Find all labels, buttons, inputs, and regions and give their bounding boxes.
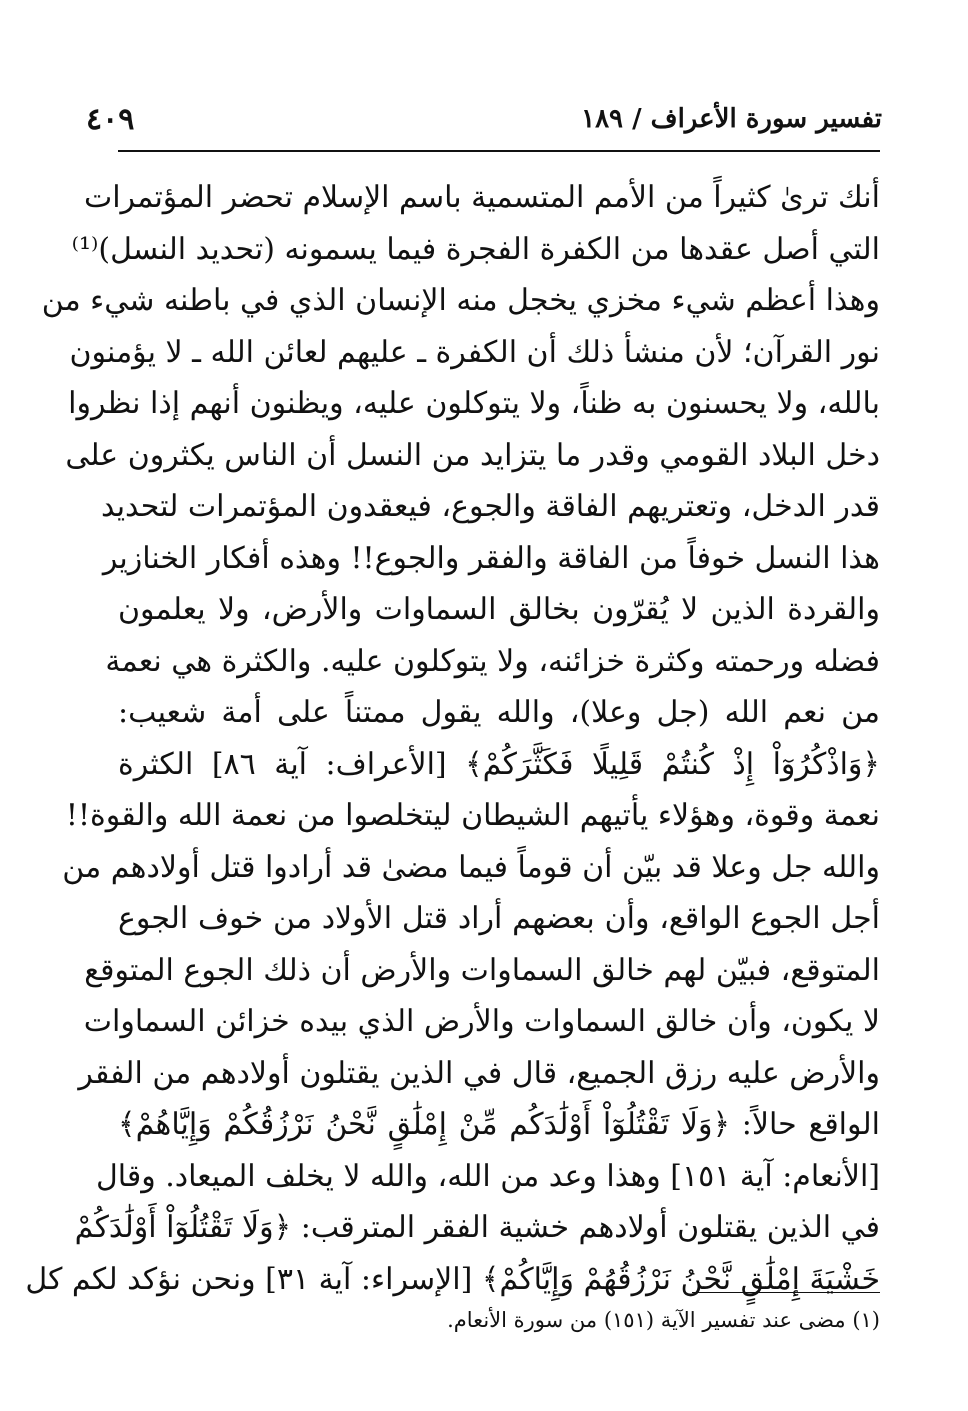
- text-line: أجل الجوع الواقع، وأن بعضهم أراد قتل الأولاد من خوف الجوع: [118, 901, 880, 936]
- text-line: والله جل وعلا قد بيّن أن قوماً فيما مضىٰ قد أرادوا قتل أولادهم من: [62, 849, 880, 885]
- page-number: ٤٠٩: [86, 102, 135, 137]
- text-line: التي أصل عقدها من الكفرة الفجرة فيما يسمونه (تحديد النسل)⁽¹⁾: [71, 231, 880, 267]
- text-line: بالله، ولا يحسنون به ظناً، ولا يتوكلون عليه، ويظنون أنهم إذا نظروا: [68, 386, 880, 421]
- text-line: في الذين يقتلون أولادهم خشية الفقر المترقب: ﴿وَلَا تَقْتُلُوٓاْ أَوْلَٰدَكُمْ: [74, 1210, 880, 1245]
- text-line: دخل البلاد القومي وقدر ما يتزايد من النسل أن الناس يكثرون على: [65, 437, 880, 473]
- text-line: ﴿وَاذْكُرُوٓاْ إِذْ كُنتُمْ قَلِيلًا فَكَثَّرَكُمْ﴾ [الأعراف: آية ٨٦] الكثرة: [118, 746, 880, 782]
- text-line: نعمة وقوة، وهؤلاء يأتيهم الشيطان ليتخلصوا من نعمة الله والقوة!!: [65, 798, 880, 833]
- text-line: قدر الدخل، وتعتريهم الفاقة والجوع، فيعقدون المؤتمرات لتحديد: [100, 489, 880, 524]
- header-rule: [118, 150, 880, 152]
- text-line: هذا النسل خوفاً من الفاقة والفقر والجوع!! وهذه أفكار الخنازير: [102, 540, 880, 576]
- text-line: خَشْيَةَ إِمْلَٰقٍ نَّحْنُ نَرْزُقُهُمْ وَإِيَّاكُمْ﴾ [الإسراء: آية ٣١] ونحن نؤكد لكم كل: [25, 1261, 880, 1297]
- text-line: لا يكون، وأن خالق السماوات والأرض الذي بيده خزائن السماوات: [83, 1004, 880, 1039]
- text-line: نور القرآن؛ لأن منشأ ذلك أن الكفرة ـ عليهم لعائن الله ـ لا يؤمنون: [69, 334, 880, 370]
- footnote: (١) مضى عند تفسير الآية (١٥١) من سورة الأنعام.: [447, 1308, 880, 1332]
- text-line: فضله ورحمته وكثرة خزائنه، ولا يتوكلون عليه. والكثرة هي نعمة: [105, 643, 880, 679]
- header-title: تفسير سورة الأعراف / ١٨٩: [581, 104, 882, 134]
- body-text: [25, 172, 880, 1305]
- footnote-rule: [692, 1292, 880, 1293]
- text-line: [الأنعام: آية ١٥١] وهذا وعد من الله، والله لا يخلف الميعاد. وقال: [95, 1158, 880, 1194]
- text-line: من نعم الله (جل وعلا)، والله يقول ممتناً على أمة شعيب:: [118, 695, 880, 730]
- text-line: المتوقع، فبيّن لهم خالق السماوات والأرض أن ذلك الجوع المتوقع: [84, 952, 880, 988]
- text-line: والقردة الذين لا يُقرّون بخالق السماوات والأرض، ولا يعلمون: [118, 592, 880, 627]
- text-line: أنك ترىٰ كثيراً من الأمم المتسمية باسم الإسلام تحضر المؤتمرات: [83, 180, 880, 215]
- running-header: [86, 102, 882, 146]
- text-line: والأرض عليه رزق الجميع، قال في الذين يقتلون أولادهم من الفقر: [78, 1055, 880, 1091]
- text-line: الواقع حالاً: ﴿وَلَا تَقْتُلُوٓاْ أَوْلَٰدَكُم مِّنْ إِمْلَٰقٍ نَّحْنُ نَرْزُقُكُمْ وَإِيَّاهُمْ﴾: [118, 1107, 880, 1142]
- text-line: وهذا أعظم شيء مخزي يخجل منه الإنسان الذي في باطنه شيء من: [41, 283, 880, 318]
